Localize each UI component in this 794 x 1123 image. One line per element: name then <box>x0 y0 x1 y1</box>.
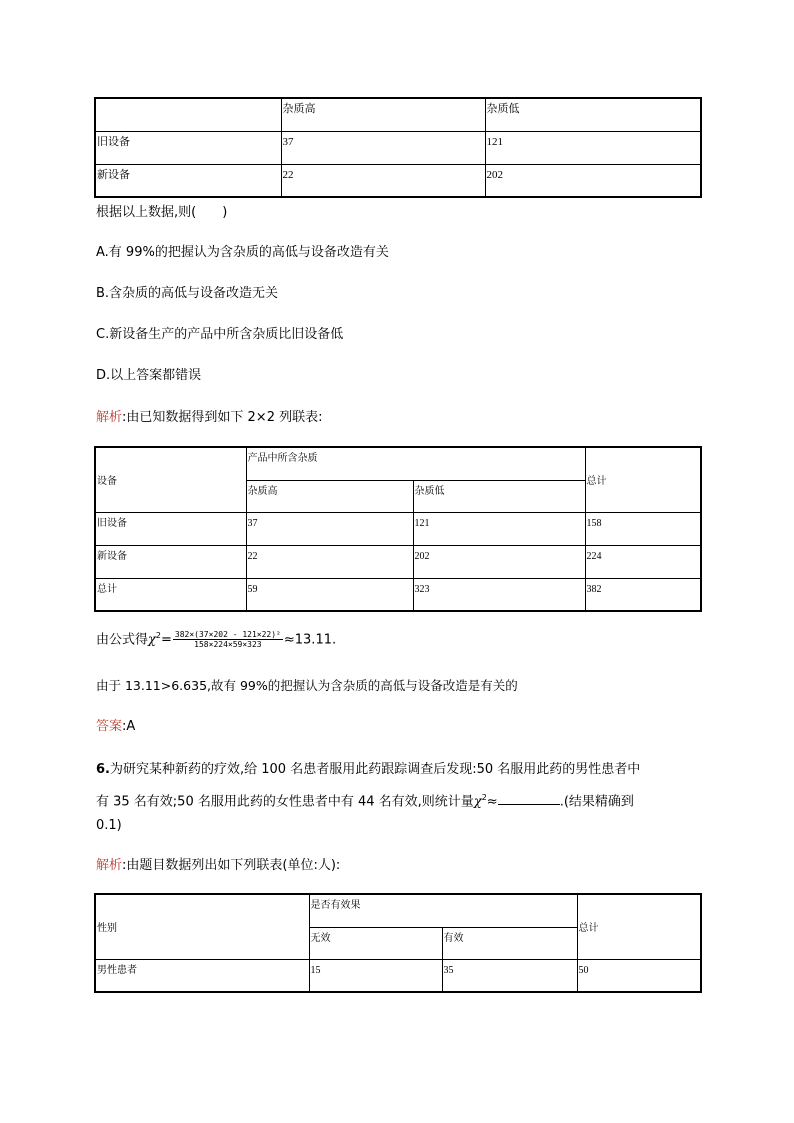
table-header-cell <box>95 98 281 131</box>
table-header-cell: 总计 <box>585 447 701 512</box>
table-header-group: 产品中所含杂质 <box>246 447 585 480</box>
table-cell: 37 <box>281 131 485 164</box>
table-cell: 男性患者 <box>95 959 309 992</box>
formula-numerator: 382×(37×202 - 121×22)² <box>174 630 281 640</box>
analysis-label: 解析 <box>96 410 123 425</box>
table-cell: 新设备 <box>95 164 281 197</box>
table-row <box>95 545 701 578</box>
option-a: A.有 99%的把握认为含杂质的高低与设备改造有关 <box>96 245 389 260</box>
contingency-table-device <box>94 446 702 612</box>
table-cell: 22 <box>281 164 485 197</box>
table-header-cell: 有效 <box>442 927 577 959</box>
answer-blank[interactable] <box>498 792 560 805</box>
analysis-text: :由已知数据得到如下 2×2 列联表: <box>122 410 323 425</box>
table-cell: 50 <box>577 959 701 992</box>
table-cell: 旧设备 <box>95 512 246 545</box>
formula-denominator: 158×224×59×323 <box>194 640 262 650</box>
question-6-line-2 <box>96 790 634 810</box>
table-cell: 37 <box>246 512 413 545</box>
chi-symbol: χ <box>473 794 482 810</box>
table-cell: 新设备 <box>95 545 246 578</box>
question-text: 有 35 名有效;50 名服用此药的女性患者中有 44 名有效,则统计量 <box>96 794 474 810</box>
table-header-cell: 杂质高 <box>281 98 485 131</box>
formula-result: ≈13.11. <box>283 632 337 648</box>
table-header-cell: 杂质低 <box>413 480 585 512</box>
chi-symbol: χ <box>148 632 156 648</box>
table-header-cell: 性别 <box>95 894 309 959</box>
formula-prefix: 由公式得 <box>96 632 149 648</box>
formula-equals: = <box>161 632 172 648</box>
question-stem: 根据以上数据,则( ) <box>96 205 228 220</box>
formula-fraction <box>173 630 283 649</box>
formula-line <box>96 625 336 651</box>
table-cell: 59 <box>246 578 413 611</box>
table-impurity-by-device <box>94 97 702 198</box>
table-row <box>95 131 701 164</box>
table-cell: 323 <box>413 578 585 611</box>
question-text: .(结果精确到 <box>559 794 634 810</box>
answer-label: 答案 <box>96 719 123 734</box>
table-row <box>95 164 701 197</box>
table-cell: 22 <box>246 545 413 578</box>
table-row <box>95 959 701 992</box>
table-cell: 总计 <box>95 578 246 611</box>
table-cell: 旧设备 <box>95 131 281 164</box>
table-cell: 121 <box>413 512 585 545</box>
table-cell: 15 <box>309 959 442 992</box>
analysis-label: 解析 <box>96 858 123 873</box>
chi-superscript: 2 <box>155 631 161 640</box>
table-row <box>95 512 701 545</box>
table-row <box>95 578 701 611</box>
analysis-text: :由题目数据列出如下列联表(单位:人): <box>122 858 341 873</box>
table-cell: 202 <box>413 545 585 578</box>
analysis-line <box>96 858 340 874</box>
table-cell: 382 <box>585 578 701 611</box>
table-cell: 224 <box>585 545 701 578</box>
approx-symbol: ≈ <box>486 794 498 810</box>
question-6-line-1 <box>96 762 640 778</box>
table-cell: 158 <box>585 512 701 545</box>
conclusion-text: 由于 13.11>6.635,故有 99%的把握认为含杂质的高低与设备改造是有关的 <box>96 678 518 693</box>
table-header-group: 是否有效果 <box>309 894 577 927</box>
table-header-cell: 杂质低 <box>485 98 701 131</box>
table-cell: 35 <box>442 959 577 992</box>
answer-line <box>96 719 135 735</box>
chi-superscript: 2 <box>481 793 487 802</box>
question-6-line-3: 0.1) <box>96 818 122 833</box>
table-cell: 202 <box>485 164 701 197</box>
table-header-cell: 杂质高 <box>246 480 413 512</box>
table-header-cell: 设备 <box>95 447 246 512</box>
contingency-table-gender <box>94 893 702 993</box>
option-c: C.新设备生产的产品中所含杂质比旧设备低 <box>96 327 344 342</box>
option-d: D.以上答案都错误 <box>96 368 202 383</box>
answer-value: :A <box>122 719 136 734</box>
table-header-cell: 无效 <box>309 927 442 959</box>
table-cell: 121 <box>485 131 701 164</box>
analysis-line <box>96 410 322 426</box>
option-b: B.含杂质的高低与设备改造无关 <box>96 286 279 301</box>
question-text: 为研究某种新药的疗效,给 100 名患者服用此药跟踪调查后发现:50 名服用此药的男性患者中 <box>109 762 641 777</box>
question-number: 6. <box>96 762 110 777</box>
table-header-cell: 总计 <box>577 894 701 959</box>
